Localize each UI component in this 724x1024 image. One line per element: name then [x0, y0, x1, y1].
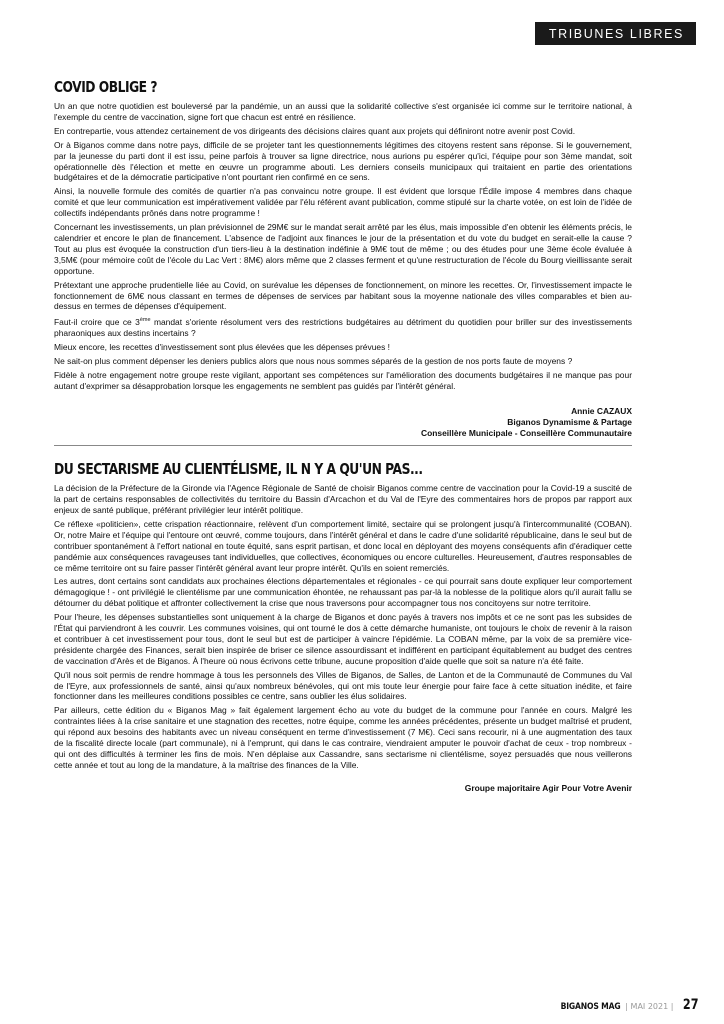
- article1-title: COVID OBLIGE ?: [54, 78, 158, 96]
- footer-date: | MAI 2021 |: [625, 1002, 674, 1011]
- footer-magazine-name: BIGANOS MAG: [560, 1002, 621, 1012]
- article2-paragraph: Les autres, dont certains sont candidats aux prochaines élections départementales et régionales - ce qui pourrait sans doute expliquer leur comportement démagogique ! - ont privilégié le clientélisme par une communication éhontée, ne rehaussant pas par-là la noblesse de la politique alors qu'il aurait fallu se détourner du débat politique et affronter collectivement la crise que nous traversons pour accompagner tous nos concitoyens sur notre territoire.: [54, 576, 632, 609]
- article2-paragraph: La décision de la Préfecture de la Gironde via l'Agence Régionale de Santé de choisir Biganos comme centre de vaccination pour la Covid-19 a suscité de la part de certains responsables de collectivités du territoire du Bassin d'Arcachon et du Val de l'Eyre des commentaires hors de propos par rapport aux enjeux de santé publique, préférant privilégier leur intérêt politique.: [54, 483, 632, 515]
- page-number: 27: [682, 997, 698, 1013]
- page-content: [54, 78, 632, 794]
- article1-paragraph: Prétextant une approche prudentielle liée au Covid, on surévalue les dépenses de fonctionnement, on minore les recettes. Or, l'investissement impacte le fonctionnement de 6M€ nous classant en termes de dépenses de services par habitant sous la moyenne nationale des villes comparables et bien au-dessus en termes de dépenses d'équipement.: [54, 279, 632, 312]
- article1-paragraph: Fidèle à notre engagement notre groupe reste vigilant, apportant ses compétences sur l'amélioration des documents budgétaires il ne manque pas pour autant d'exprimer sa désapprobation lorsque les engagements ne semblent pas guidés par l'intérêt général.: [54, 369, 632, 391]
- article1-body: [54, 101, 632, 392]
- section-label: TRIBUNES LIBRES: [535, 22, 696, 45]
- article1-paragraph: Or à Biganos comme dans notre pays, difficile de se projeter tant les questionnements légitimes des citoyens restent sans réponse. Si le gouvernement, par la jeunesse du parti dont il est issu, peine parfois à trouver sa ligne directrice, nous aurions pu espérer qu'ici, l'équipe pour son 3ème mandat, soit opérationnelle dès l'élection et mette en œuvre un programme abouti. Les derniers conseils municipaux qui traitaient en partie des orientations budgétaires et de la démocratie participative n'ont pourtant rien confirmé en ce sens.: [54, 139, 632, 183]
- signature-name: Annie CAZAUX: [571, 405, 632, 416]
- article1-paragraph: Ne sait-on plus comment dépenser les deniers publics alors que nous nous sommes séparés de la gestion de nos ports faute de moyens ?: [54, 355, 573, 366]
- p7-text-start: Faut-il croire que ce 3: [54, 317, 140, 328]
- page-footer: [550, 994, 698, 1013]
- article2-paragraph: Ce réflexe «politicien», cette crispation réactionnaire, relèvent d'un comportement limité, sectaire qui se prolongent jusqu'à l'intercommunalité (COBAN). Or, notre Maire et l'équipe qui l'entoure ont œuvré, comme toujours, dans l'intérêt général et dans le cadre d'une solidarité républicaine, dans le seul but de contribuer spontanément à l'effort national en toute équité, sans esprit partisan, et donc local en déployant des moyens conséquents afin d'éradiquer cette pandémie aux conséquences ravageuses tant individuelles, que collectives, économiques ou encore culturelles. Heureusement, d'autres responsables de ce même territoire ont su faire passer l'intérêt général avant leur propre intérêt. Qu'ils en soient remerciés.: [54, 518, 632, 573]
- article1-paragraph: Mieux encore, les recettes d'investissement sont plus élevées que les dépenses prévues !: [54, 341, 391, 352]
- article2-paragraph: Pour l'heure, les dépenses substantielles sont uniquement à la charge de Biganos et donc payés à travers nos impôts et ce ne sont pas les subsides de l'État qui parviendront à les couvrir. Les communes voisines, qui ont tourné le dos à cette démarche humaniste, ont toujours le choix de revenir à la raison et contribuer à cet investissement pour tous, dont le seul but est de participer à vaincre l'épidémie. La COBAN même, par la voix de sa première vice-présidente chargée des Finances, serait bien inspirée de briser ce silence assourdissant et indifférent en participant équitablement au budget des centres de vaccination d'Arès et de Biganos. À l'heure où nous écrivons cette tribune, aucune proposition d'aide quelle que soit sa nature n'a été faite.: [54, 612, 632, 666]
- p7-superscript: ème: [139, 317, 151, 324]
- article1-paragraph: Concernant les investissements, un plan prévisionnel de 29M€ sur le mandat serait arrêté par les élus, mais impossible d'en obtenir les éléments précis, le calendrier et encore le plan de financement. L'absence de l'adjoint aux finances le jour de la présentation et du vote du budget en serait-elle la cause ? Tout au plus est évoquée la construction d'un tiers-lieu à la destination indéfinie à 9M€ tout de même ; ou des études pour une 3ème école évaluée à 3,5M€ (pour mémoire coût de l'école du Lac Vert : 8M€) alors même que 2 classes ferment et qu'une restructuration de l'école du Bourg vieillissante serait opportune.: [54, 222, 632, 276]
- article1-paragraph: En contrepartie, vous attendez certainement de vos dirigeants des décisions claires quant aux projets qui définiront notre avenir post Covid.: [54, 125, 576, 136]
- article1-paragraph: Un an que notre quotidien est bouleversé par la pandémie, un an aussi que la solidarité collective s'est organisée ici comme sur le territoire national, à l'exemple du centre de vaccination, signe fort que chacun est entré en résilience.: [54, 101, 632, 122]
- signature-role: Conseillère Municipale - Conseillère Communautaire: [421, 427, 632, 438]
- article1-paragraph: Ainsi, la nouvelle formule des comités de quartier n'a pas convaincu notre groupe. Il est évident que lorsque l'Édile impose 4 membres dans chaque comité et que leur communication est impérativement validée par l'élu référent avant publication, comme stipulé sur la charte votée, on est loin de l'idée de collectifs indépendants prônés dans notre programme !: [54, 186, 632, 219]
- article2-paragraph: Par ailleurs, cette édition du « Biganos Mag » fait également largement écho au vote du budget de la commune pour l'année en cours. Malgré les contraintes liées à la crise sanitaire et une stagnation des recettes, notre équipe, comme les années précédentes, présente un budget maîtrisé et prudent, qui répond aux besoins des habitants avec un niveau conséquent en terme d'investissement (7 M€). Ceci sans recourir, ni à une augmentation des taux de la fiscalité directe locale (part communale), ni à l'emprunt, qui dans le cas contraire, viendraient amputer le pouvoir d'achat de ceux - trop nombreux - qui ont des difficultés à terminer les fins de mois. N'en déplaise aux Cassandre, sans sectarisme ni clientélisme, soyez persuadés que nous veillerons cette année et tout au long de la mandature, à la maîtrise des finances de la Ville.: [54, 705, 632, 770]
- article1-signature: [54, 406, 632, 440]
- article2-title: DU SECTARISME AU CLIENTÉLISME, IL N Y A QU'UN PAS...: [54, 460, 423, 479]
- article2-signature: Groupe majoritaire Agir Pour Votre Avenir: [464, 782, 632, 793]
- article2-body: [54, 483, 632, 771]
- signature-group: Biganos Dynamisme & Partage: [507, 416, 632, 427]
- p7-text-end: mandat s'oriente résolument vers des restrictions budgétaires au détriment du quotidien pour briller sur des investissements pharaoniques aux destins incertains ?: [54, 317, 632, 339]
- article1-paragraph: [54, 315, 632, 339]
- article-divider: [54, 445, 632, 446]
- article2-paragraph: Qu'il nous soit permis de rendre hommage à tous les personnels des Villes de Biganos, de Salles, de Lanton et de la Communauté de Communes du Val de l'Eyre, aux professionnels de santé, ainsi qu'aux nombreux bénévoles, qui ont mis toute leur énergie pour faire face à cette situation inédite, et faire fonctionner dans les meilleures conditions possibles ce centre, sans oublier les élus solidaires.: [54, 669, 632, 702]
